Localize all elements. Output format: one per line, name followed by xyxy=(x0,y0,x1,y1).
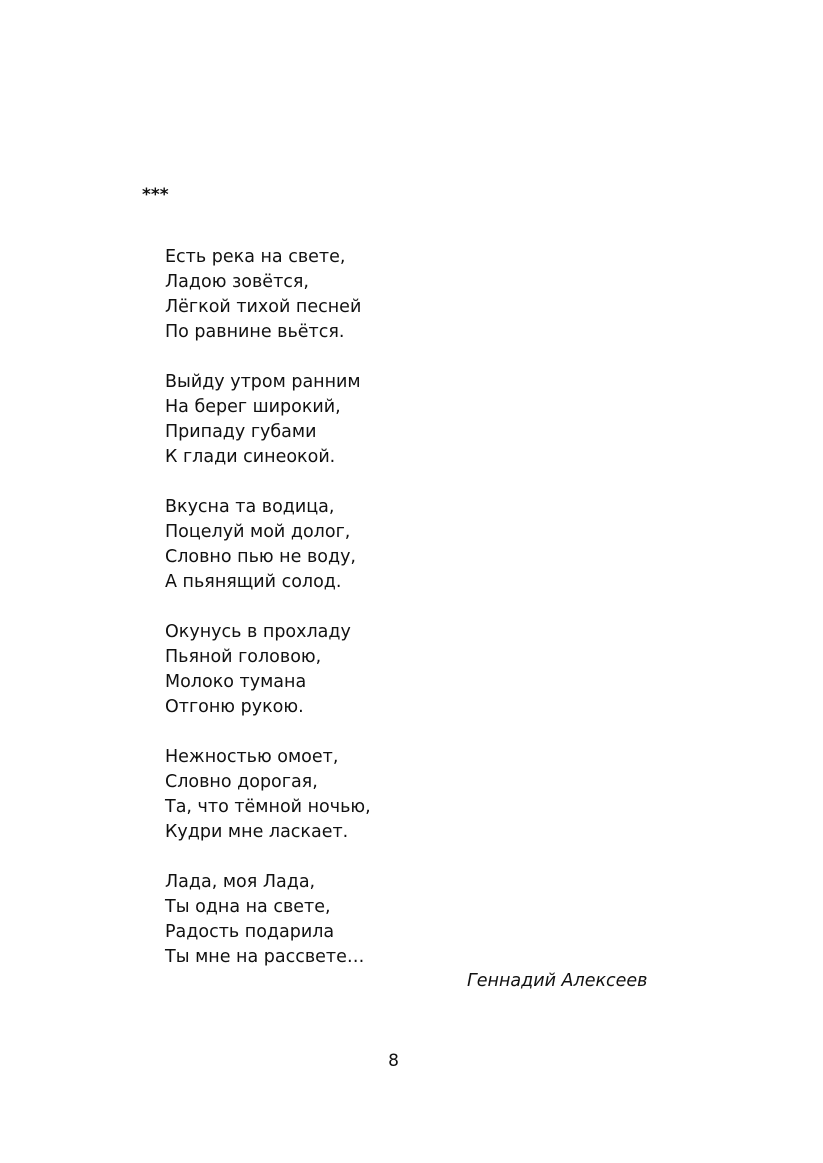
poem-line: Та, что тёмной ночью, xyxy=(165,797,371,817)
stanza xyxy=(165,870,625,970)
stanza xyxy=(165,620,625,720)
poem-line: Есть река на свете, xyxy=(165,247,346,267)
poem-line: Радость подарила xyxy=(165,922,335,942)
poem-line: А пьянящий солод. xyxy=(165,572,342,592)
stanza xyxy=(165,745,625,845)
stanza xyxy=(165,370,625,470)
stanza xyxy=(165,245,625,345)
poem-line: Вкусна та водица, xyxy=(165,497,335,517)
poem-line: Выйду утром ранним xyxy=(165,372,361,392)
poem-line: Ладою зовётся, xyxy=(165,272,309,292)
stanza xyxy=(165,495,625,595)
poem-line: Ты мне на рассвете… xyxy=(165,947,365,967)
poem-line: Словно пью не воду, xyxy=(165,547,356,567)
poem-line: Лада, моя Лада, xyxy=(165,872,316,892)
poem-line: Ты одна на свете, xyxy=(165,897,331,917)
poem-line: Пьяной головою, xyxy=(165,647,322,667)
poem-line: Поцелуй мой долог, xyxy=(165,522,351,542)
poem-line: Отгоню рукою. xyxy=(165,697,304,717)
poem-line: На берег широкий, xyxy=(165,397,341,417)
page-number: 8 xyxy=(388,1051,399,1071)
poem-line: Окунусь в прохладу xyxy=(165,622,351,642)
poem-line: Припаду губами xyxy=(165,422,317,442)
author-signature: Геннадий Алексеев xyxy=(467,971,648,991)
poem-line: Нежностью омоет, xyxy=(165,747,339,767)
poem-line: Лёгкой тихой песней xyxy=(165,297,362,317)
poem-line: По равнине вьётся. xyxy=(165,322,345,342)
poem-line: Словно дорогая, xyxy=(165,772,318,792)
poem-line: Кудри мне ласкает. xyxy=(165,822,349,842)
poem xyxy=(165,245,625,995)
poem-line: К глади синеокой. xyxy=(165,447,336,467)
poem-line: Молоко тумана xyxy=(165,672,307,692)
section-separator: *** xyxy=(142,185,169,205)
